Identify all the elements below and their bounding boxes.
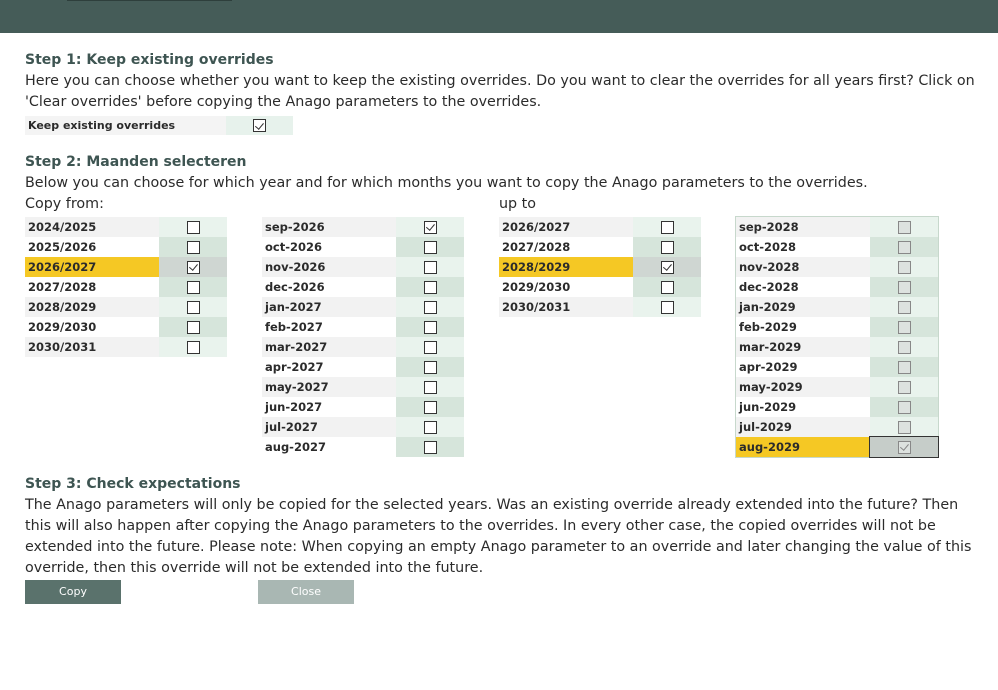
to-months-checkbox[interactable] xyxy=(898,301,911,314)
to-months-row xyxy=(736,237,938,257)
to-months-checkbox[interactable] xyxy=(898,441,911,454)
from-months-cell xyxy=(396,417,464,437)
to-years-checkbox[interactable] xyxy=(661,301,674,314)
from-months-checkbox[interactable] xyxy=(424,281,437,294)
from-months-row xyxy=(262,377,464,397)
from-months-checkbox[interactable] xyxy=(424,441,437,454)
from-years-checkbox[interactable] xyxy=(187,241,200,254)
step2-text: Below you can choose for which year and for which months you want to copy the Anago parameters to the overrides. xyxy=(25,175,868,191)
from-months-row xyxy=(262,237,464,257)
from-months-row xyxy=(262,417,464,437)
from-months-checkbox[interactable] xyxy=(424,241,437,254)
to-months-checkbox[interactable] xyxy=(898,421,911,434)
from-years-cell xyxy=(159,277,227,297)
to-months-cell xyxy=(870,317,938,337)
from-months-checkbox[interactable] xyxy=(424,341,437,354)
keep-overrides-cell xyxy=(226,116,293,135)
from-months-checkbox[interactable] xyxy=(424,401,437,414)
to-months-cell xyxy=(870,417,938,437)
to-months-checkbox[interactable] xyxy=(898,381,911,394)
from-years-label: 2024/2025 xyxy=(25,217,159,237)
to-months-row xyxy=(736,377,938,397)
step1-title: Step 1: Keep existing overrides xyxy=(25,52,274,68)
to-years-row xyxy=(499,217,701,237)
to-months-cell xyxy=(870,377,938,397)
from-months-cell xyxy=(396,357,464,377)
to-months-checkbox[interactable] xyxy=(898,261,911,274)
to-months-checkbox[interactable] xyxy=(898,361,911,374)
to-years-checkbox[interactable] xyxy=(661,261,674,274)
top-bar xyxy=(0,0,998,33)
from-years-row xyxy=(25,217,227,237)
from-months-checkbox[interactable] xyxy=(424,261,437,274)
from-months-label: nov-2026 xyxy=(262,257,396,277)
from-months-checkbox[interactable] xyxy=(424,221,437,234)
to-months-cell xyxy=(870,297,938,317)
to-years-checkbox[interactable] xyxy=(661,241,674,254)
tab-indicator xyxy=(67,0,232,1)
to-months-checkbox[interactable] xyxy=(898,221,911,234)
to-years-label: 2029/2030 xyxy=(499,277,633,297)
to-months-row xyxy=(736,317,938,337)
to-months-label: oct-2028 xyxy=(736,237,870,257)
from-months-checkbox[interactable] xyxy=(424,321,437,334)
to-months-cell xyxy=(870,277,938,297)
from-years-label: 2030/2031 xyxy=(25,337,159,357)
to-months-checkbox[interactable] xyxy=(898,281,911,294)
copy-from-label: Copy from: xyxy=(25,196,104,212)
to-years-checkbox[interactable] xyxy=(661,281,674,294)
to-months-row xyxy=(736,257,938,277)
from-months-label: may-2027 xyxy=(262,377,396,397)
to-months-cell xyxy=(870,257,938,277)
from-months-label: jul-2027 xyxy=(262,417,396,437)
from-years-row xyxy=(25,337,227,357)
to-months-table xyxy=(736,217,938,457)
from-months-label: feb-2027 xyxy=(262,317,396,337)
to-years-cell xyxy=(633,297,701,317)
to-months-cell xyxy=(870,357,938,377)
to-months-label: feb-2029 xyxy=(736,317,870,337)
to-months-checkbox[interactable] xyxy=(898,321,911,334)
to-years-cell xyxy=(633,237,701,257)
to-months-label: may-2029 xyxy=(736,377,870,397)
from-months-cell xyxy=(396,217,464,237)
from-months-row xyxy=(262,257,464,277)
to-months-cell xyxy=(870,397,938,417)
from-months-label: aug-2027 xyxy=(262,437,396,457)
to-months-label: dec-2028 xyxy=(736,277,870,297)
from-years-row xyxy=(25,237,227,257)
from-years-cell xyxy=(159,257,227,277)
from-months-row xyxy=(262,397,464,417)
to-months-row xyxy=(736,437,938,457)
to-years-label: 2030/2031 xyxy=(499,297,633,317)
from-months-cell xyxy=(396,377,464,397)
from-months-label: apr-2027 xyxy=(262,357,396,377)
from-years-label: 2025/2026 xyxy=(25,237,159,257)
to-months-checkbox[interactable] xyxy=(898,341,911,354)
from-months-label: jun-2027 xyxy=(262,397,396,417)
from-years-label: 2027/2028 xyxy=(25,277,159,297)
from-years-label: 2026/2027 xyxy=(25,257,159,277)
from-months-checkbox[interactable] xyxy=(424,361,437,374)
copy-button[interactable]: Copy xyxy=(25,580,121,604)
from-months-row xyxy=(262,437,464,457)
to-years-cell xyxy=(633,277,701,297)
to-months-row xyxy=(736,297,938,317)
from-years-cell xyxy=(159,237,227,257)
from-months-cell xyxy=(396,337,464,357)
to-months-cell xyxy=(870,337,938,357)
to-months-label: nov-2028 xyxy=(736,257,870,277)
keep-overrides-label: Keep existing overrides xyxy=(25,116,226,135)
to-months-checkbox[interactable] xyxy=(898,401,911,414)
to-years-table xyxy=(499,217,701,317)
from-months-cell xyxy=(396,437,464,457)
to-months-cell xyxy=(870,237,938,257)
from-months-label: sep-2026 xyxy=(262,217,396,237)
to-years-cell xyxy=(633,217,701,237)
to-months-label: sep-2028 xyxy=(736,217,870,237)
from-years-cell xyxy=(159,317,227,337)
to-months-label: jan-2029 xyxy=(736,297,870,317)
to-months-row xyxy=(736,417,938,437)
from-years-row xyxy=(25,257,227,277)
to-months-row xyxy=(736,357,938,377)
from-months-checkbox[interactable] xyxy=(424,381,437,394)
up-to-label: up to xyxy=(499,196,537,212)
close-button[interactable]: Close xyxy=(258,580,354,604)
to-months-row xyxy=(736,277,938,297)
keep-overrides-row xyxy=(25,116,293,135)
to-months-label: jun-2029 xyxy=(736,397,870,417)
from-months-row xyxy=(262,337,464,357)
from-months-row xyxy=(262,317,464,337)
to-years-row xyxy=(499,277,701,297)
to-months-checkbox[interactable] xyxy=(898,241,911,254)
to-years-cell xyxy=(633,257,701,277)
from-months-cell xyxy=(396,317,464,337)
step2-title: Step 2: Maanden selecteren xyxy=(25,154,247,170)
from-years-row xyxy=(25,277,227,297)
step3-text: The Anago parameters will only be copied for the selected years. Was an existing override already extended into the future? Then this will also happen after copying the Anago parameters to the overrides. In every other case, the copied overrides will not be extended into the future. Please note: When copying an empty Anago parameter to an override and later changing the value of this override, then this override will not be extended into the future. xyxy=(25,497,972,576)
to-months-cell xyxy=(870,437,938,457)
to-years-label: 2028/2029 xyxy=(499,257,633,277)
from-years-row xyxy=(25,297,227,317)
to-months-row xyxy=(736,217,938,237)
from-years-row xyxy=(25,317,227,337)
from-years-checkbox[interactable] xyxy=(187,281,200,294)
from-months-cell xyxy=(396,397,464,417)
from-years-checkbox[interactable] xyxy=(187,301,200,314)
to-years-row xyxy=(499,257,701,277)
step3-title: Step 3: Check expectations xyxy=(25,476,241,492)
from-months-row xyxy=(262,297,464,317)
to-months-label: apr-2029 xyxy=(736,357,870,377)
step1-text: Here you can choose whether you want to keep the existing overrides. Do you want to clear the overrides for all years first? Click on 'Clear overrides' before copying the Anago parameters to the overrides. xyxy=(25,73,975,110)
from-months-label: oct-2026 xyxy=(262,237,396,257)
from-months-label: dec-2026 xyxy=(262,277,396,297)
to-months-row xyxy=(736,337,938,357)
from-months-row xyxy=(262,217,464,237)
from-months-label: mar-2027 xyxy=(262,337,396,357)
from-years-cell xyxy=(159,217,227,237)
from-years-checkbox[interactable] xyxy=(187,221,200,234)
to-years-row xyxy=(499,297,701,317)
from-months-row xyxy=(262,277,464,297)
to-months-row xyxy=(736,397,938,417)
to-months-label: aug-2029 xyxy=(736,437,870,457)
from-months-row xyxy=(262,357,464,377)
to-months-label: mar-2029 xyxy=(736,337,870,357)
to-years-checkbox[interactable] xyxy=(661,221,674,234)
from-years-checkbox[interactable] xyxy=(187,341,200,354)
from-months-table xyxy=(262,217,464,457)
to-years-label: 2026/2027 xyxy=(499,217,633,237)
from-months-label: jan-2027 xyxy=(262,297,396,317)
from-years-cell xyxy=(159,297,227,317)
from-years-label: 2029/2030 xyxy=(25,317,159,337)
from-months-cell xyxy=(396,237,464,257)
from-months-cell xyxy=(396,257,464,277)
to-years-row xyxy=(499,237,701,257)
from-years-label: 2028/2029 xyxy=(25,297,159,317)
from-years-table xyxy=(25,217,227,357)
to-years-label: 2027/2028 xyxy=(499,237,633,257)
from-years-checkbox[interactable] xyxy=(187,261,200,274)
from-months-checkbox[interactable] xyxy=(424,421,437,434)
to-months-cell xyxy=(870,217,938,237)
to-months-label: jul-2029 xyxy=(736,417,870,437)
keep-overrides-checkbox[interactable] xyxy=(253,119,266,132)
from-years-cell xyxy=(159,337,227,357)
from-months-cell xyxy=(396,277,464,297)
from-months-checkbox[interactable] xyxy=(424,301,437,314)
from-years-checkbox[interactable] xyxy=(187,321,200,334)
from-months-cell xyxy=(396,297,464,317)
